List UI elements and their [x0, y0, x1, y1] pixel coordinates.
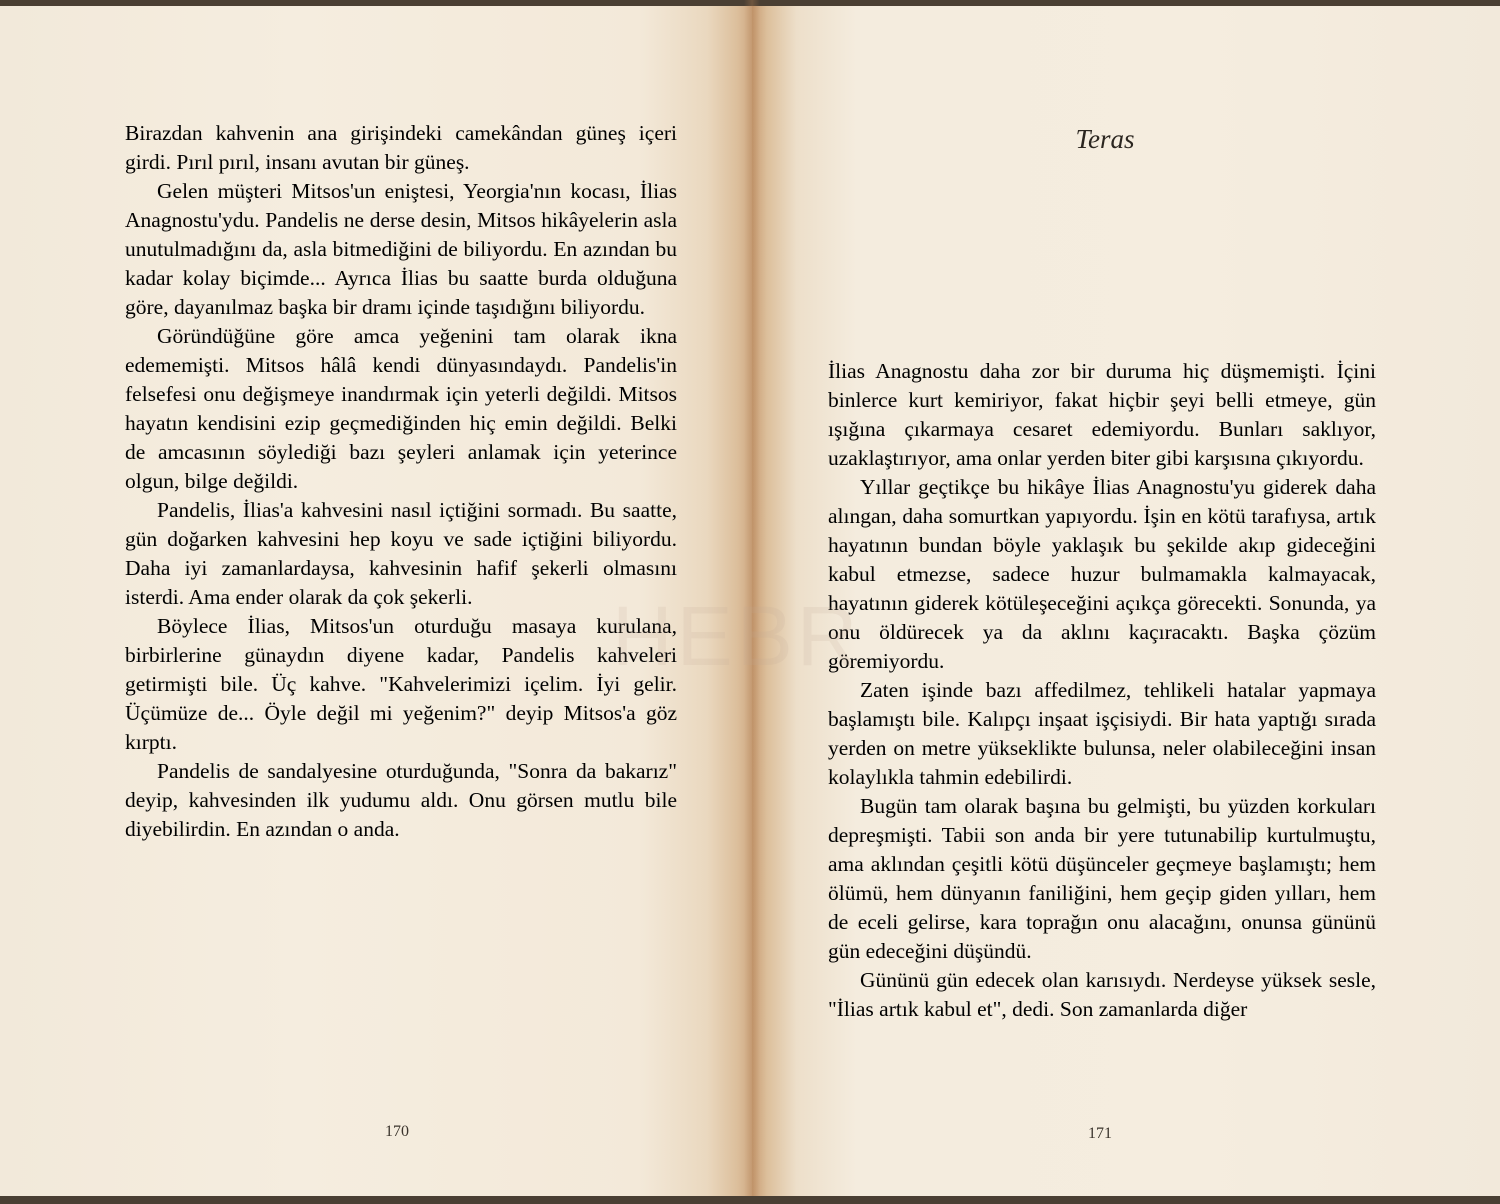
- right-page-text: [828, 357, 1376, 1024]
- paragraph: Zaten işinde bazı affedilmez, tehlikeli hatalar yapmaya başlamıştı bile. Kalıpçı inşaat işçisiydi. Bir hata yaptığı sırada yerden on metre yükseklikte bulunsa, neler olabileceğini insan kolaylıkla tahmin edebilirdi.: [828, 678, 1376, 789]
- chapter-title: Teras: [1075, 124, 1135, 154]
- paragraph: Birazdan kahvenin ana girişindeki camekândan güneş içeri girdi. Pırıl pırıl, insanı avutan bir güneş.: [125, 121, 677, 174]
- paragraph: Gününü gün edecek olan karısıydı. Nerdeyse yüksek sesle, "İlias artık kabul et", dedi. Son zamanlarda diğer: [828, 968, 1376, 1021]
- paragraph: Bugün tam olarak başına bu gelmişti, bu yüzden korkuları depreşmişti. Tabii son anda bir yere tutunabilip kurtulmuştu, ama aklından çeşitli kötü düşünceler geçmeye başlamıştı; hem ölümü, hem dünyanın faniliğini, hem geçip giden yılları, hem de eceli gelirse, kara toprağın onu alacağını, onunsa gününü gün edeceğini düşündü.: [828, 794, 1376, 963]
- paragraph: Göründüğüne göre amca yeğenini tam olarak ikna edememişti. Mitsos hâlâ kendi dünyasındaydı. Pandelis'in felsefesi onu değişmeye inandırmak için yeterli değildi. Mitsos hayatın kendisini ezip geçmediğinden hiç emin değildi. Belki de amcasının söylediği bazı şeyleri anlamak için yeterince olgun, bilge değildi.: [125, 324, 677, 493]
- paragraph: Pandelis de sandalyesine oturduğunda, "Sonra da bakarız" deyip, kahvesinden ilk yudumu aldı. Onu görsen mutlu bile diyebilirdin. En azından o anda.: [125, 759, 677, 841]
- bottom-edge: [0, 1196, 1500, 1204]
- right-page-number: 171: [1088, 1125, 1112, 1142]
- book-gutter: [744, 0, 760, 1204]
- left-page-number: 170: [385, 1123, 409, 1140]
- paragraph: İlias Anagnostu daha zor bir duruma hiç düşmemişti. İçini binlerce kurt kemiriyor, fakat hiçbir şeyi belli etmeye, gün ışığına çıkarmaya cesaret edemiyordu. Bunları saklıyor, uzaklaştırıyor, ama onlar yerden biter gibi karşısına çıkıyordu.: [828, 359, 1376, 470]
- left-page-text: [125, 119, 677, 844]
- paragraph: Böylece İlias, Mitsos'un oturduğu masaya kurulana, birbirlerine günaydın diyene kadar, Pandelis kahveleri getirmişti bile. Üç kahve. "Kahvelerimizi içelim. İyi gelir. Üçümüze de... Öyle değil mi yeğenim?" deyip Mitsos'a göz kırptı.: [125, 614, 677, 754]
- paragraph: Gelen müşteri Mitsos'un eniştesi, Yeorgia'nın kocası, İlias Anagnostu'ydu. Pandelis ne derse desin, Mitsos hikâyelerin asla unutulmadığını da, asla bitmediğini de biliyordu. En azından bu kadar kolay biçimde... Ayrıca İlias bu saatte burda olduğuna göre, dayanılmaz başka bir dramı içinde taşıdığını biliyordu.: [125, 179, 677, 319]
- paragraph: Yıllar geçtikçe bu hikâye İlias Anagnostu'yu giderek daha alıngan, daha somurtkan yapıyordu. İşin en kötü tarafıysa, artık hayatının bundan böyle yaklaşık bu şekilde akıp gideceğini kabul etmezse, sadece huzur bulmamakla kalmayacak, hayatının giderek kötüleşeceğini açıkça görecekti. Sonunda, ya onu öldürecek ya da aklını kaçıracaktı. Başka çözüm göremiyordu.: [828, 475, 1376, 673]
- paragraph: Pandelis, İlias'a kahvesini nasıl içtiğini sormadı. Bu saatte, gün doğarken kahvesini hep koyu ve sade içtiğini biliyordu. Daha iyi zamanlardaysa, kahvesinin hafif şekerli olmasını isterdi. Ama ender olarak da çok şekerli.: [125, 498, 677, 609]
